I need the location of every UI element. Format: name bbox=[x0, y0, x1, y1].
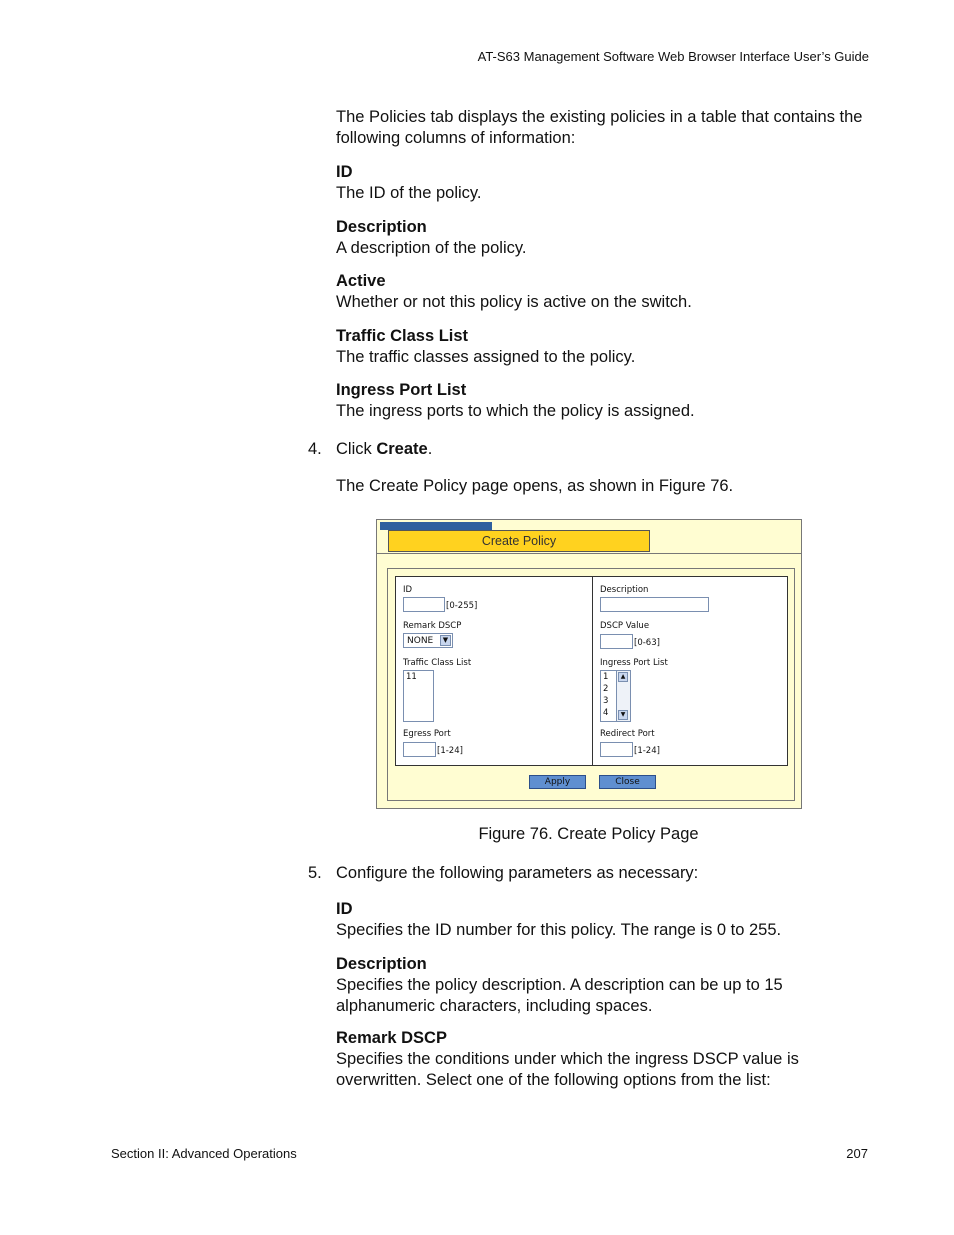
definition: The traffic classes assigned to the policy. bbox=[336, 348, 636, 366]
traffic-class-listbox[interactable] bbox=[403, 670, 434, 722]
tab-create-policy[interactable]: Create Policy bbox=[388, 530, 650, 552]
term: Remark DSCP bbox=[336, 1029, 447, 1047]
column-def-active bbox=[336, 271, 876, 313]
footer-section: Section II: Advanced Operations bbox=[111, 1146, 297, 1161]
definition: Specifies the ID number for this policy. The range is 0 to 255. bbox=[336, 921, 782, 939]
divider bbox=[377, 553, 801, 554]
list-item[interactable]: 11 bbox=[406, 672, 417, 682]
egress-port-range: [1-24] bbox=[437, 746, 463, 756]
step-4-prefix: Click bbox=[336, 440, 377, 458]
step-5-text: Configure the following parameters as necessary: bbox=[336, 864, 699, 882]
step-4-text bbox=[336, 439, 876, 460]
remark-dscp-value: NONE bbox=[407, 636, 434, 646]
remark-dscp-label: Remark DSCP bbox=[403, 621, 462, 631]
term: Description bbox=[336, 218, 427, 236]
redirect-port-label: Redirect Port bbox=[600, 729, 655, 739]
tab-strip bbox=[380, 522, 492, 530]
dscp-value-range: [0-63] bbox=[634, 638, 660, 648]
term: ID bbox=[336, 163, 353, 181]
param-def-description bbox=[336, 954, 816, 1017]
egress-port-label: Egress Port bbox=[403, 729, 451, 739]
definition: The ingress ports to which the policy is assigned. bbox=[336, 402, 695, 420]
dscp-value-input[interactable] bbox=[600, 634, 633, 649]
list-item[interactable]: 3 bbox=[603, 696, 609, 706]
param-def-remark-dscp bbox=[336, 1028, 836, 1091]
term: Ingress Port List bbox=[336, 381, 467, 399]
form-fields-area bbox=[395, 576, 788, 766]
list-item[interactable]: 4 bbox=[603, 708, 609, 718]
apply-button[interactable]: Apply bbox=[529, 775, 586, 789]
intro-paragraph: The Policies tab displays the existing policies in a table that contains the following columns of information: bbox=[336, 108, 863, 147]
definition: A description of the policy. bbox=[336, 239, 527, 257]
step-4-suffix: . bbox=[427, 440, 433, 458]
running-header: AT-S63 Management Software Web Browser Interface User’s Guide bbox=[477, 49, 869, 64]
term: Description bbox=[336, 955, 427, 973]
id-input[interactable] bbox=[403, 597, 445, 612]
column-divider bbox=[592, 577, 593, 765]
term: Traffic Class List bbox=[336, 327, 469, 345]
redirect-port-input[interactable] bbox=[600, 742, 633, 757]
remark-dscp-select[interactable] bbox=[403, 633, 453, 648]
id-range: [0-255] bbox=[446, 601, 478, 611]
definition: Whether or not this policy is active on the switch. bbox=[336, 293, 692, 311]
param-def-id bbox=[336, 899, 876, 941]
scrollbar[interactable] bbox=[616, 671, 630, 721]
ingress-port-listbox[interactable] bbox=[600, 670, 631, 722]
column-def-id bbox=[336, 162, 876, 204]
description-input[interactable] bbox=[600, 597, 709, 612]
ingress-port-list-label: Ingress Port List bbox=[600, 658, 668, 668]
column-def-description bbox=[336, 217, 876, 259]
traffic-class-list-label: Traffic Class List bbox=[403, 658, 472, 668]
form-panel bbox=[387, 568, 795, 801]
create-policy-figure bbox=[376, 519, 802, 809]
step-number-4: 4. bbox=[308, 440, 322, 458]
step-4-bold: Create bbox=[376, 440, 428, 458]
redirect-port-range: [1-24] bbox=[634, 746, 660, 756]
column-def-ingress-port-list bbox=[336, 380, 876, 422]
list-item[interactable]: 2 bbox=[603, 684, 609, 694]
description-label: Description bbox=[600, 585, 649, 595]
dscp-value-label: DSCP Value bbox=[600, 621, 650, 631]
definition: The ID of the policy. bbox=[336, 184, 482, 202]
step-number-5: 5. bbox=[308, 864, 322, 882]
chevron-down-icon[interactable]: ▼ bbox=[618, 710, 628, 720]
id-label: ID bbox=[403, 585, 413, 595]
term: ID bbox=[336, 900, 353, 918]
chevron-up-icon[interactable]: ▲ bbox=[618, 672, 628, 682]
definition: Specifies the conditions under which the ingress DSCP value is overwritten. Select one of the following options from the list: bbox=[336, 1050, 799, 1089]
chevron-down-icon[interactable]: ▼ bbox=[440, 635, 451, 646]
egress-port-input[interactable] bbox=[403, 742, 436, 757]
list-item[interactable]: 1 bbox=[603, 672, 609, 682]
step-4-result: The Create Policy page opens, as shown in Figure 76. bbox=[336, 477, 734, 495]
figure-caption: Figure 76. Create Policy Page bbox=[478, 825, 699, 843]
column-def-traffic-class-list bbox=[336, 326, 876, 368]
close-button[interactable]: Close bbox=[599, 775, 656, 789]
page-number: 207 bbox=[846, 1146, 868, 1161]
definition: Specifies the policy description. A description can be up to 15 alphanumeric characters, including spaces. bbox=[336, 976, 783, 1015]
term: Active bbox=[336, 272, 386, 290]
